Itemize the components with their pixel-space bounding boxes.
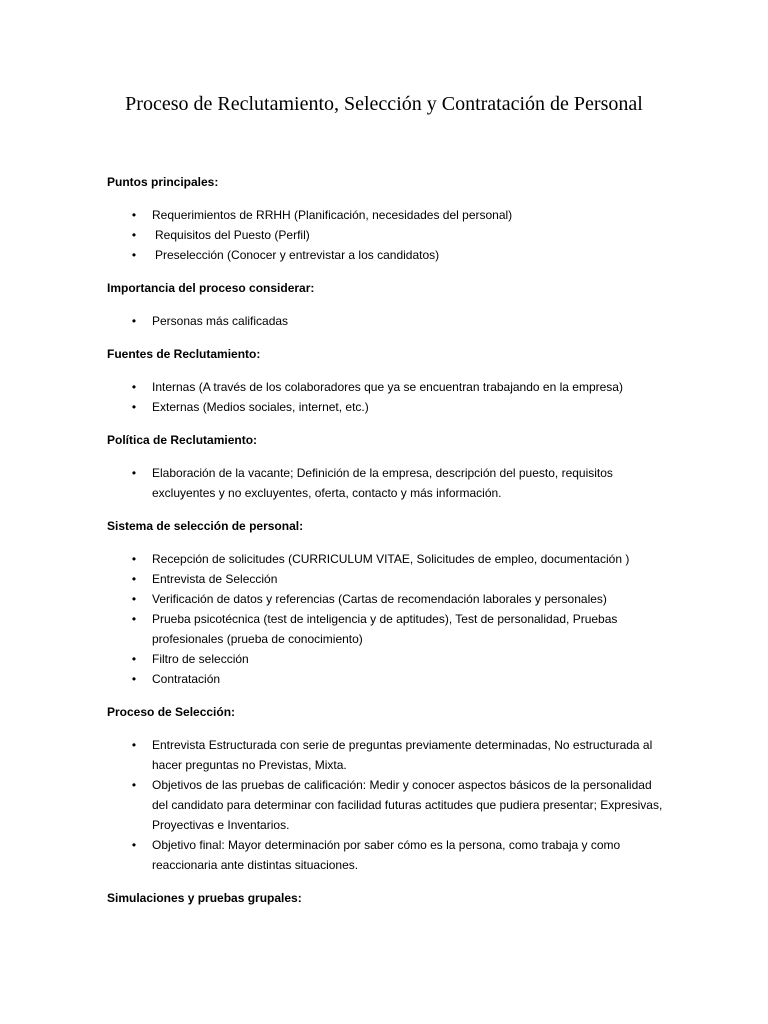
bullet-list [107,735,667,875]
list-item-text: Entrevista Estructurada con serie de preguntas previamente determinadas, No estructurada al hacer preguntas no Previstas, Mixta. [152,738,653,772]
section-heading: Puntos principales: [107,175,219,189]
list-item-text: Recepción de solicitudes (CURRICULUM VITAE, Solicitudes de empleo, documentación ) [152,552,630,566]
list-item [107,205,667,225]
list-item [107,669,667,689]
list-item [107,775,667,835]
list-item [107,225,667,245]
bullet-list [107,463,667,503]
bullet-icon: • [131,592,137,606]
list-item-text: Personas más calificadas [152,314,289,328]
bullet-icon: • [131,400,137,414]
section-heading: Proceso de Selección: [107,705,236,719]
list-item [107,245,667,265]
list-item-text: Preselección (Conocer y entrevistar a los candidatos) [155,248,440,262]
list-item [107,589,667,609]
list-item [107,569,667,589]
list-item-text: Externas (Medios sociales, internet, etc.) [152,400,369,414]
bullet-list [107,311,667,331]
list-item-text: Requisitos del Puesto (Perfil) [155,228,310,242]
list-item-text: Prueba psicotécnica (test de inteligencia y de aptitudes), Test de personalidad, Pruebas profesionales (prueba de conocimiento) [152,612,618,646]
list-item [107,549,667,569]
list-item-text: Internas (A través de los colaboradores que ya se encuentran trabajando en la empresa) [152,380,623,394]
bullet-icon: • [131,838,137,852]
bullet-icon: • [131,314,137,328]
section-heading: Fuentes de Reclutamiento: [107,347,261,361]
bullet-icon: • [131,672,137,686]
list-item [107,609,667,649]
section-heading: Sistema de selección de personal: [107,519,304,533]
document-body [107,172,667,921]
bullet-list [107,377,667,417]
bullet-icon: • [131,208,137,222]
list-item-text: Verificación de datos y referencias (Cartas de recomendación laborales y personales) [152,592,607,606]
list-item-text: Entrevista de Selección [152,572,278,586]
bullet-icon: • [131,466,137,480]
list-item [107,397,667,417]
list-item [107,835,667,875]
section-heading: Importancia del proceso considerar: [107,281,315,295]
list-item-text: Requerimientos de RRHH (Planificación, necesidades del personal) [152,208,513,222]
section-heading: Simulaciones y pruebas grupales: [107,891,302,905]
bullet-icon: • [131,380,137,394]
list-item [107,735,667,775]
bullet-icon: • [131,248,137,262]
bullet-list [107,549,667,689]
list-item [107,649,667,669]
section-heading: Política de Reclutamiento: [107,433,258,447]
bullet-icon: • [131,778,137,792]
list-item [107,463,667,503]
bullet-icon: • [131,652,137,666]
document-title: Proceso de Reclutamiento, Selección y Contratación de Personal [125,93,643,115]
list-item [107,311,667,331]
list-item-text: Objetivos de las pruebas de calificación: Medir y conocer aspectos básicos de la personalidad del candidato para determinar con facilidad futuras actitudes que pudiera presentar; Expresivas, Proyectivas e Inventarios. [152,778,663,832]
list-item [107,377,667,397]
bullet-list [107,205,667,265]
bullet-icon: • [131,738,137,752]
list-item-text: Contratación [152,672,221,686]
list-item-text: Elaboración de la vacante; Definición de la empresa, descripción del puesto, requisitos excluyentes y no excluyentes, oferta, contacto y más información. [152,466,613,500]
bullet-icon: • [131,572,137,586]
bullet-icon: • [131,552,137,566]
list-item-text: Objetivo final: Mayor determinación por saber cómo es la persona, como trabaja y como reaccionaria ante distintas situaciones. [152,838,621,872]
bullet-icon: • [131,228,137,242]
list-item-text: Filtro de selección [152,652,249,666]
bullet-icon: • [131,612,137,626]
